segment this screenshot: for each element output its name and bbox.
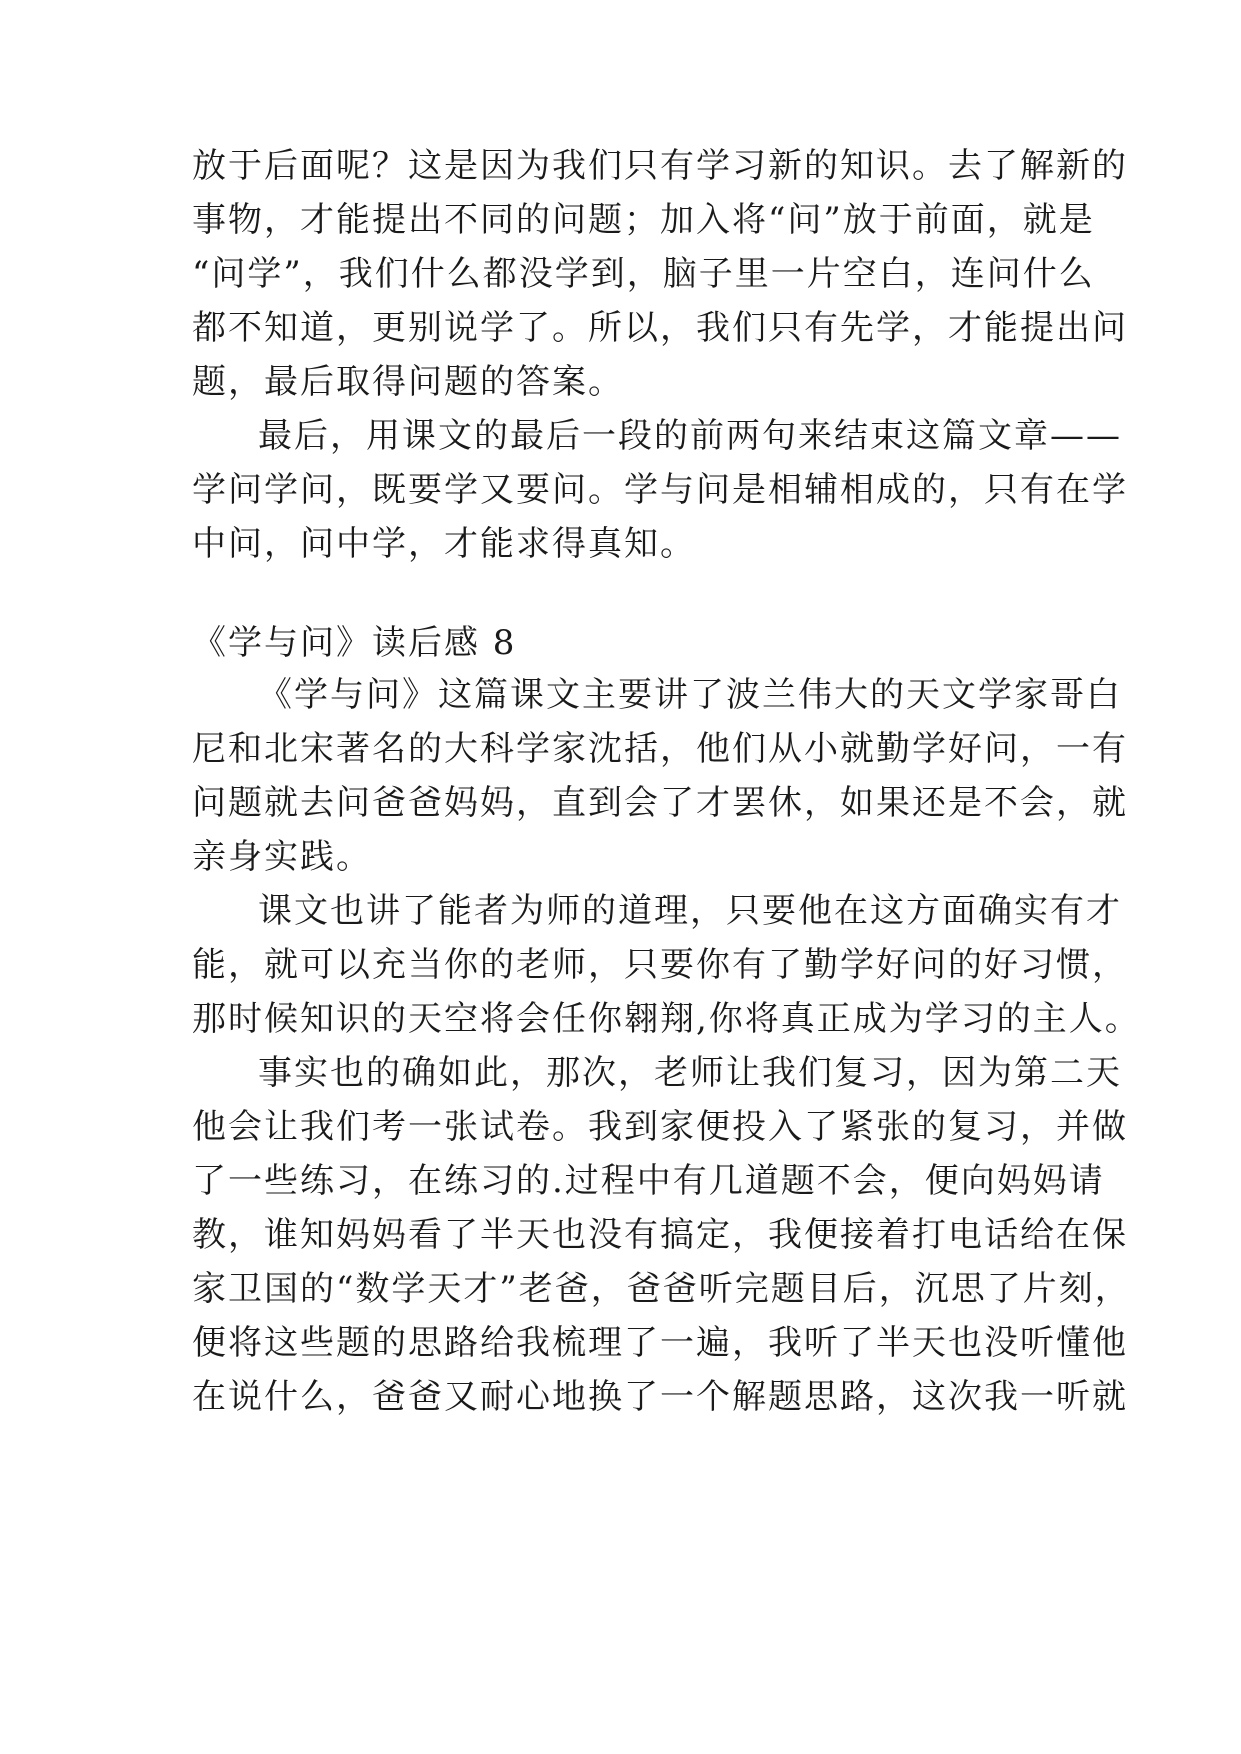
text-line: 题，最后取得问题的答案。	[192, 362, 624, 402]
text-line: 问题就去问爸爸妈妈，直到会了才罢休，如果还是不会，就	[192, 783, 1128, 823]
text-line: 便将这些题的思路给我梳理了一遍，我听了半天也没听懂他	[192, 1323, 1128, 1363]
text-line: 能，就可以充当你的老师，只要你有了勤学好问的好习惯，	[192, 945, 1128, 985]
text-line: 教，谁知妈妈看了半天也没有搞定，我便接着打电话给在保	[192, 1215, 1128, 1255]
text-line: 了一些练习，在练习的.过程中有几道题不会，便向妈妈请	[192, 1161, 1105, 1201]
text-line: 中问，问中学，才能求得真知。	[192, 524, 696, 564]
text-line: 放于后面呢？这是因为我们只有学习新的知识。去了解新的	[192, 146, 1128, 186]
text-line: 课文也讲了能者为师的道理，只要他在这方面确实有才	[258, 891, 1122, 931]
section-heading: 《学与问》读后感 8	[192, 623, 517, 663]
text-line: “问学”，我们什么都没学到，脑子里一片空白，连问什么	[192, 254, 1095, 294]
text-line: 尼和北宋著名的大科学家沈括，他们从小就勤学好问，一有	[192, 729, 1128, 769]
text-line: 事物，才能提出不同的问题；加入将“问”放于前面，就是	[192, 200, 1095, 240]
text-line: 学问学问，既要学又要问。学与问是相辅相成的，只有在学	[192, 470, 1128, 510]
text-line: 事实也的确如此，那次，老师让我们复习，因为第二天	[258, 1053, 1122, 1093]
text-line: 《学与问》这篇课文主要讲了波兰伟大的天文学家哥白	[258, 675, 1122, 715]
text-line: 亲身实践。	[192, 837, 372, 877]
text-line: 都不知道，更别说学了。所以，我们只有先学，才能提出问	[192, 308, 1128, 348]
text-line: 最后，用课文的最后一段的前两句来结束这篇文章——	[258, 416, 1122, 456]
text-line: 在说什么，爸爸又耐心地换了一个解题思路，这次我一听就	[192, 1377, 1128, 1417]
text-line: 家卫国的“数学天才”老爸，爸爸听完题目后，沉思了片刻，	[192, 1269, 1131, 1309]
text-line: 那时候知识的天空将会任你翱翔,你将真正成为学习的主人。	[192, 999, 1141, 1039]
text-line: 他会让我们考一张试卷。我到家便投入了紧张的复习，并做	[192, 1107, 1128, 1147]
